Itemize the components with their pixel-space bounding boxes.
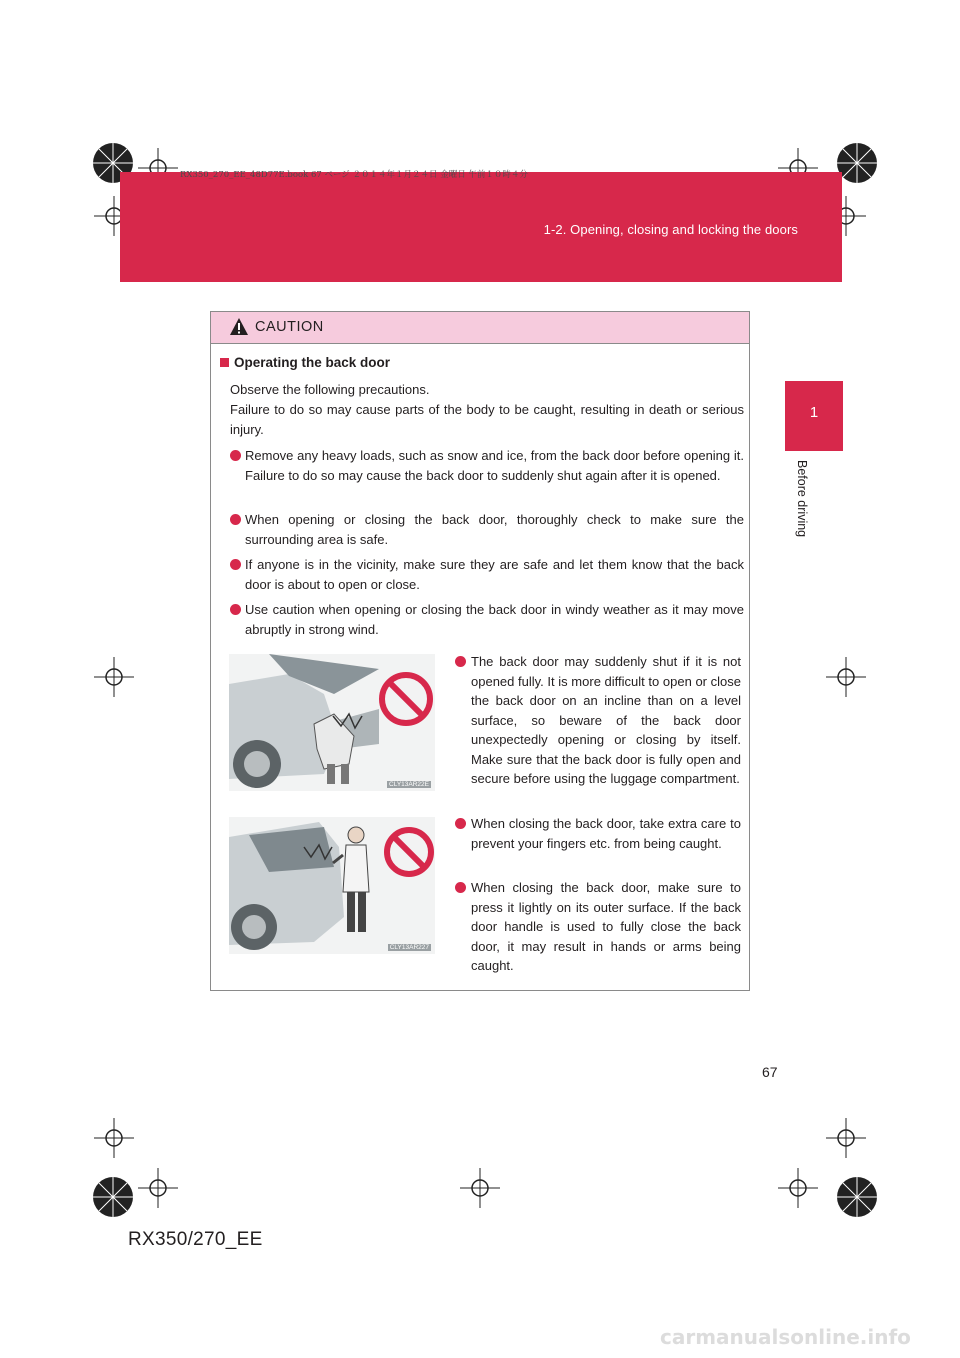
back-door-illustration — [229, 654, 435, 791]
print-slug: RX350_270_EE_48D77E.book 67 ページ ２０１４年１月２４日 金曜日 午前１０時４分 — [180, 170, 528, 180]
section-header-band — [120, 172, 842, 282]
illustration-code: CLY13AR22E — [389, 781, 429, 788]
caution-bullet: Remove any heavy loads, such as snow and ice, from the back door before opening it. Failure to do so may cause the back door to suddenly shut again after it is opened. — [230, 446, 744, 485]
chapter-number: 1 — [809, 404, 819, 421]
model-label: RX350/270_EE — [128, 1229, 263, 1250]
registration-mark-icon — [832, 1172, 882, 1222]
caution-bullet: When opening or closing the back door, thoroughly check to make sure the surrounding area is safe. — [230, 510, 744, 549]
bullet-dot-icon — [230, 559, 241, 570]
section-title: 1-2. Opening, closing and locking the doors — [543, 222, 798, 237]
illustration-bullet: The back door may suddenly shut if it is not opened fully. It is more difficult to open or close the back door on an incline than on a level surface, so beware of the back door unexpectedly opening or closing by itself. Make sure that the back door is fully open and secure before using the luggage compartment. — [455, 652, 741, 789]
watermark: carmanualsonline.info — [660, 1325, 911, 1349]
bullet-dot-icon — [230, 514, 241, 525]
illustration-code: CLY13AR227 — [389, 944, 429, 951]
crosshair-mark-icon — [826, 657, 866, 697]
car-back-door-person-illustration — [229, 654, 435, 791]
crosshair-mark-icon — [94, 657, 134, 697]
chapter-tab — [785, 381, 843, 451]
intro-line: Observe the following precautions. — [230, 382, 430, 397]
crosshair-mark-icon — [778, 1168, 818, 1208]
bullet-dot-icon — [455, 656, 466, 667]
crosshair-mark-icon — [460, 1168, 500, 1208]
caution-title: CAUTION — [255, 319, 324, 335]
caution-box — [210, 311, 750, 991]
crosshair-mark-icon — [94, 1118, 134, 1158]
crosshair-mark-icon — [826, 1118, 866, 1158]
chapter-label: Before driving — [795, 460, 809, 538]
page-number: 67 — [762, 1064, 778, 1080]
bullet-dot-icon — [230, 450, 241, 461]
square-bullet-icon — [220, 358, 229, 367]
illustration-bullet: When closing the back door, take extra care to prevent your fingers etc. from being caught. — [455, 814, 741, 853]
bullet-dot-icon — [455, 882, 466, 893]
illustration-bullet: When closing the back door, make sure to press it lightly on its outer surface. If the back door handle is used to fully close the back door, it may result in hands or arms being caught. — [455, 878, 741, 976]
closing-door-illustration — [229, 817, 435, 954]
caution-bullet: If anyone is in the vicinity, make sure they are safe and let them know that the back door is about to open or close. — [230, 555, 744, 594]
caution-header — [211, 312, 749, 344]
warning-triangle-icon — [229, 317, 249, 337]
caution-bullet: Use caution when opening or closing the back door in windy weather as it may move abruptly in strong wind. — [230, 600, 744, 639]
registration-mark-icon — [88, 1172, 138, 1222]
caution-subheading: Operating the back door — [220, 355, 390, 370]
crosshair-mark-icon — [138, 1168, 178, 1208]
car-closing-door-person-illustration — [229, 817, 435, 954]
intro-line: Failure to do so may cause parts of the body to be caught, resulting in death or serious injury. — [230, 402, 744, 437]
bullet-dot-icon — [230, 604, 241, 615]
bullet-dot-icon — [455, 818, 466, 829]
